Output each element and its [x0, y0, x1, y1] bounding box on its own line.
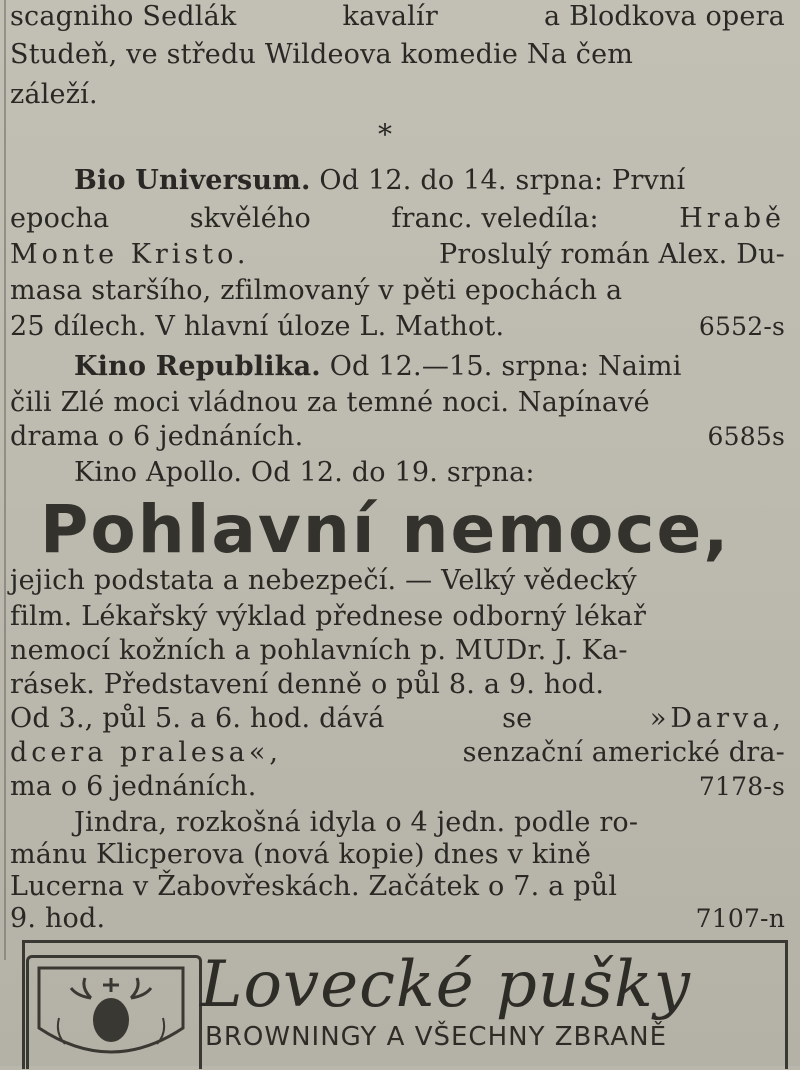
text-fragment: mánu Klicperova (nová kopie) dnes v kině	[10, 839, 592, 870]
text-fragment: drama o 6 jednáních.	[10, 421, 304, 452]
text-line	[10, 40, 785, 70]
text-line	[74, 352, 785, 382]
text-fragment: jejich podstata a nebezpečí. — Velký vědecký	[10, 565, 637, 596]
text-line	[10, 80, 785, 110]
text-fragment: 9. hod.	[10, 903, 106, 934]
text-line	[74, 808, 785, 838]
text-fragment: »Darva,	[649, 703, 785, 734]
text-fragment: nemocí kožních a pohlavních p. MUDr. J. Ka-	[10, 635, 628, 666]
text-fragment: Od 12.—15. srpna: Naimi	[329, 351, 682, 382]
text-fragment: Od 12. do 14. srpna: První	[319, 165, 686, 196]
text-line	[10, 772, 785, 802]
text-fragment: masa staršího, zfilmovaný v pěti epochách a	[10, 275, 623, 306]
text-fragment: epocha	[10, 203, 110, 234]
text-fragment: Studeň, ve středu Wildeova komedie Na čem	[10, 39, 634, 70]
text-fragment: Kino Apollo. Od 12. do 19. srpna:	[74, 457, 535, 488]
text-fragment: skvělého	[189, 203, 311, 234]
text-fragment: Jindra, rozkošná idyla o 4 jedn. podle ro-	[74, 807, 639, 838]
text-fragment: a Blodkova opera	[544, 1, 785, 32]
text-line	[10, 840, 785, 870]
ad-code: 6585s	[707, 422, 785, 451]
text-line	[10, 312, 785, 342]
text-fragment: Od 3., půl 5. a 6. hod. dává	[10, 703, 385, 734]
ad-code: 7107-n	[695, 904, 785, 933]
text-fragment: Lucerna v Žabovřeskách. Začátek o 7. a půl	[10, 871, 618, 902]
text-line	[10, 704, 785, 734]
text-line	[10, 738, 785, 768]
text-line	[10, 602, 785, 632]
ad-code: 7178-s	[698, 772, 785, 801]
column-rule	[4, 0, 6, 960]
text-fragment: Proslulý román Alex. Du-	[439, 239, 785, 270]
text-fragment: záleží.	[10, 79, 98, 110]
text-line	[74, 166, 785, 196]
text-line	[10, 872, 785, 902]
ad-title: Lovecké pušky	[200, 948, 691, 1022]
deer-crest-graphic	[29, 958, 193, 1066]
text-line	[10, 904, 785, 934]
text-line	[74, 458, 674, 488]
text-line	[10, 566, 785, 596]
text-fragment: franc. veledíla:	[391, 203, 599, 234]
text-line	[10, 204, 785, 234]
text-fragment: čili Zlé moci vládnou za temné noci. Napínavé	[10, 387, 650, 418]
text-line	[10, 636, 785, 666]
text-line	[10, 240, 785, 270]
text-fragment: senzační americké dra-	[462, 737, 785, 768]
text-fragment: Monte Kristo.	[10, 239, 250, 270]
text-fragment: ma o 6 jednáních.	[10, 771, 257, 802]
text-fragment: scagniho Sedlák	[10, 1, 237, 32]
text-fragment: se	[502, 703, 533, 734]
cinema-name: Kino Republika.	[74, 351, 321, 382]
text-fragment: Hrabě	[679, 203, 785, 234]
text-fragment: kavalír	[342, 1, 438, 32]
text-line	[10, 276, 785, 306]
deer-crest-icon	[26, 955, 202, 1069]
text-line	[10, 2, 785, 32]
ad-code: 6552-s	[698, 312, 785, 341]
cinema-name: Bio Universum.	[74, 165, 311, 196]
text-line	[10, 422, 785, 452]
asterisk-separator: *	[378, 118, 392, 151]
text-line	[10, 388, 785, 418]
text-fragment: film. Lékařský výklad přednese odborný lékař	[10, 601, 647, 632]
text-fragment: rásek. Představení denně o půl 8. a 9. hod.	[10, 669, 605, 700]
ad-subtitle: BROWNINGY A VŠECHNY ZBRANĚ	[205, 1022, 668, 1052]
text-fragment: 25 dílech. V hlavní úloze L. Mathot.	[10, 311, 505, 342]
text-line	[10, 670, 785, 700]
film-headline: Pohlavní nemoce,	[40, 491, 731, 568]
text-fragment: dcera pralesa«,	[10, 737, 282, 768]
